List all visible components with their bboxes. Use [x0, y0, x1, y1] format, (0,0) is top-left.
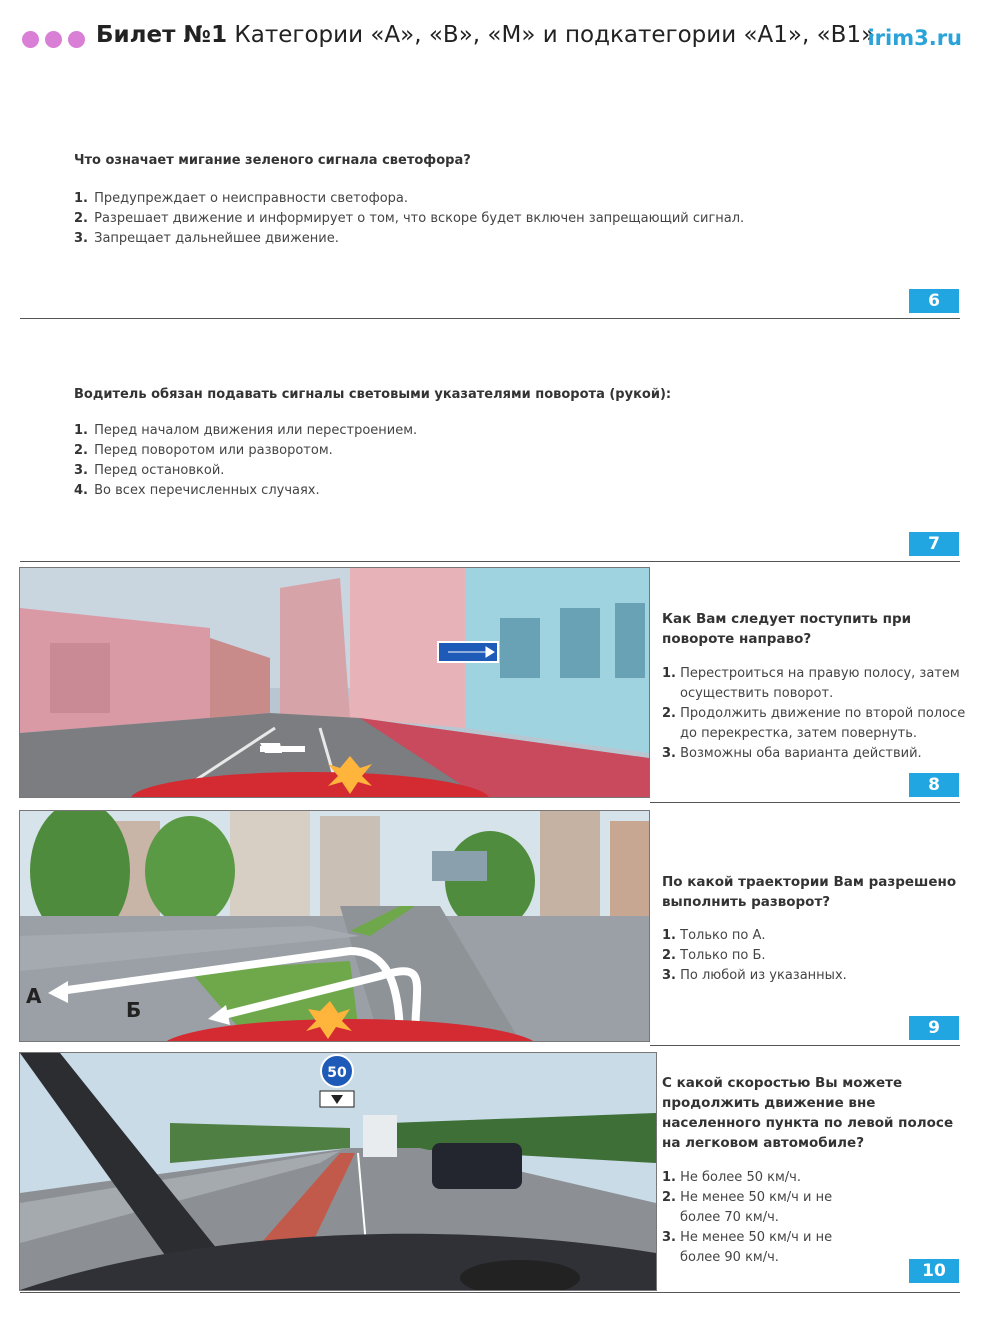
divider	[20, 318, 960, 319]
question-7-number-badge: 7	[909, 532, 959, 556]
answer-item[interactable]: 1. Предупреждает о неисправности светофора.	[74, 191, 409, 206]
question-9-photo	[19, 810, 650, 1042]
answer-item[interactable]: 2. Разрешает движение и информирует о том, что вскоре будет включен запрещающий сигнал.	[74, 211, 745, 226]
answer-item[interactable]: 2. Не менее 50 км/ч и не более 70 км/ч.	[662, 1190, 833, 1225]
question-6-text: Что означает мигание зеленого сигнала светофора?	[74, 153, 471, 168]
question-10-answers	[662, 1168, 972, 1268]
question-8-text: Как Вам следует поступить при повороте направо?	[662, 611, 912, 647]
ticket-label: Билет №1	[96, 22, 228, 48]
label-b: Б	[126, 998, 142, 1022]
answer-item[interactable]: 4. Во всех перечисленных случаях.	[74, 483, 320, 498]
divider	[20, 1292, 960, 1293]
divider	[650, 802, 960, 803]
categories-label: Категории «А», «В», «М» и подкатегории «А1», «В1»	[234, 22, 876, 48]
question-6-number-badge: 6	[909, 289, 959, 313]
speed-sign-value: 50	[327, 1065, 347, 1081]
answer-item[interactable]: 3. Возможны оба варианта действий.	[662, 746, 922, 761]
question-8-number-badge: 8	[909, 773, 959, 797]
question-9-text: По какой траектории Вам разрешено выполнить разворот?	[662, 874, 957, 910]
answer-item[interactable]: 3. Запрещает дальнейшее движение.	[74, 231, 339, 246]
answer-item[interactable]: 2. Перед поворотом или разворотом.	[74, 443, 333, 458]
answer-item[interactable]: 3. Перед остановкой.	[74, 463, 225, 478]
answer-item[interactable]: 2. Продолжить движение по второй полосе до перекрестка, затем повернуть.	[662, 706, 966, 741]
answer-item[interactable]: 3. Не менее 50 км/ч и не более 90 км/ч.	[662, 1230, 833, 1265]
question-8-photo	[19, 567, 650, 798]
divider	[20, 561, 960, 562]
question-9-answers	[662, 926, 972, 986]
divider	[650, 1045, 960, 1046]
label-a: А	[26, 984, 42, 1008]
question-10-text: С какой скоростью Вы можете продолжить движение вне населенного пункта по левой полосе на легковом автомобиле?	[662, 1075, 954, 1151]
answer-item[interactable]: 2. Только по Б.	[662, 948, 766, 963]
question-10-photo	[19, 1052, 657, 1291]
page-title	[96, 22, 875, 48]
dot-icon	[68, 31, 85, 48]
header-dots	[22, 31, 85, 48]
site-name[interactable]: irim3.ru	[867, 26, 962, 50]
dot-icon	[45, 31, 62, 48]
answer-item[interactable]: 1. Не более 50 км/ч.	[662, 1170, 801, 1185]
question-10-number-badge: 10	[909, 1259, 959, 1283]
question-7-answers	[74, 421, 417, 501]
dot-icon	[22, 31, 39, 48]
answer-item[interactable]: 1. Перед началом движения или перестроением.	[74, 423, 418, 438]
answer-item[interactable]: 1. Только по А.	[662, 928, 766, 943]
question-7-text: Водитель обязан подавать сигналы световыми указателями поворота (рукой):	[74, 387, 672, 402]
question-9-number-badge: 9	[909, 1016, 959, 1040]
answer-item[interactable]: 1. Перестроиться на правую полосу, затем осуществить поворот.	[662, 666, 960, 701]
answer-item[interactable]: 3. По любой из указанных.	[662, 968, 847, 983]
question-6-answers	[74, 189, 744, 249]
question-8-answers	[662, 664, 972, 764]
